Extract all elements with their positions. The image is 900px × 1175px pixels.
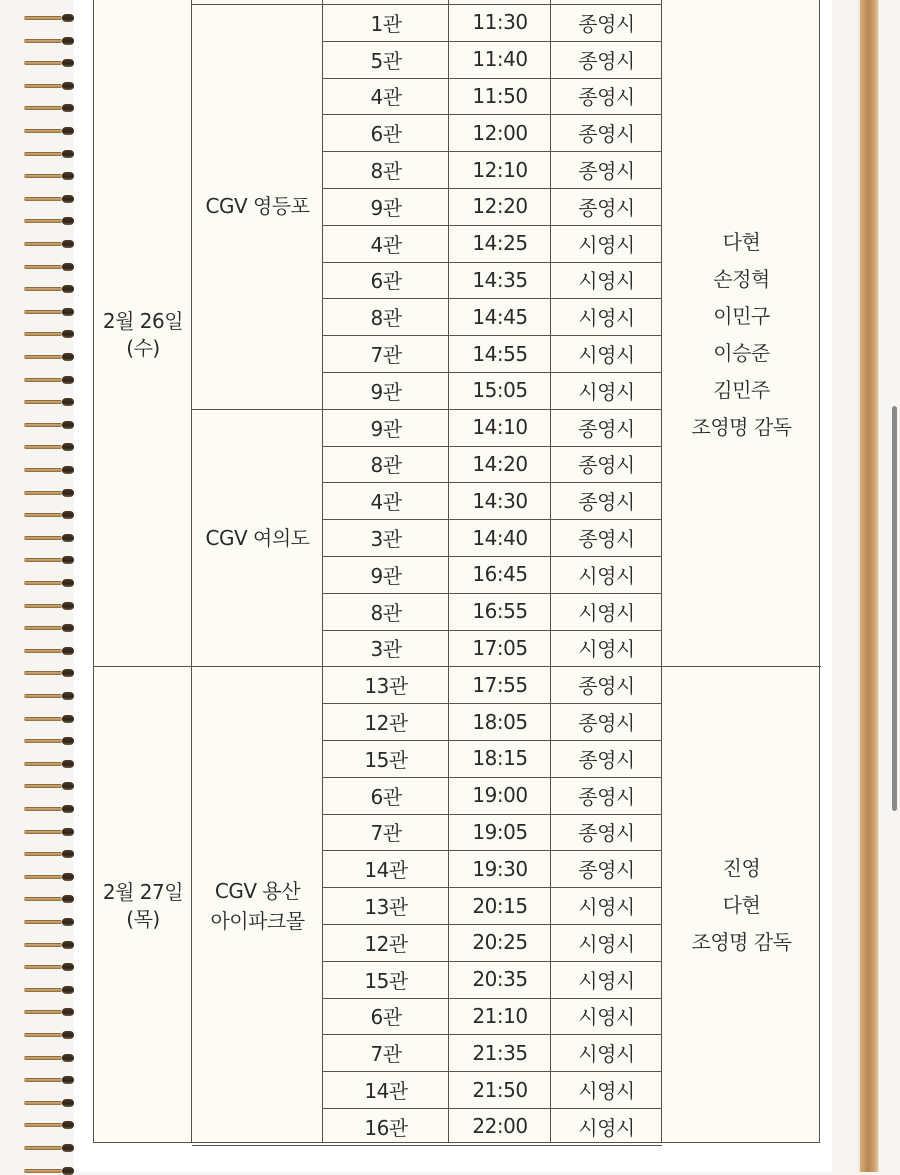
hall-cell: 7관 bbox=[370, 1042, 402, 1067]
hall-cell: 13관 bbox=[364, 674, 408, 699]
spiral-coil bbox=[24, 59, 74, 67]
spiral-coil bbox=[24, 217, 74, 225]
spiral-coil bbox=[24, 1144, 74, 1152]
spiral-coil bbox=[24, 376, 74, 384]
time-cell: 14:10 bbox=[472, 415, 528, 440]
time-cell: 19:30 bbox=[472, 856, 528, 881]
hall-cell: 14관 bbox=[364, 858, 408, 883]
screening-type-cell: 시영시 bbox=[578, 232, 635, 257]
screening-type-cell: 시영시 bbox=[578, 1079, 635, 1104]
screening-type-cell: 시영시 bbox=[578, 343, 635, 368]
spiral-coil bbox=[24, 602, 74, 610]
hall-cell: 8관 bbox=[370, 306, 402, 331]
spiral-coil bbox=[24, 963, 74, 971]
date-label: 2월 27일 bbox=[102, 879, 184, 904]
cast-member: 손정혁 bbox=[713, 267, 770, 292]
time-cell: 15:05 bbox=[472, 378, 528, 403]
time-cell: 20:15 bbox=[472, 893, 528, 918]
schedule-table bbox=[93, 0, 820, 1143]
spiral-coil bbox=[24, 1031, 74, 1039]
hall-cell: 15관 bbox=[364, 968, 408, 993]
spiral-coil bbox=[24, 240, 74, 248]
spiral-coil bbox=[24, 737, 74, 745]
hall-cell: 7관 bbox=[370, 343, 402, 368]
weekday-label: (목) bbox=[126, 906, 160, 931]
spiral-coil bbox=[24, 466, 74, 474]
date-cell bbox=[94, 666, 192, 1144]
screening-type-cell: 종영시 bbox=[578, 453, 635, 478]
hall-cell: 14관 bbox=[364, 1079, 408, 1104]
hall-cell: 8관 bbox=[370, 159, 402, 184]
weekday-label: (수) bbox=[126, 336, 160, 361]
cast-member: 김민주 bbox=[713, 378, 770, 403]
spiral-coil bbox=[24, 443, 74, 451]
hall-cell: 13관 bbox=[364, 895, 408, 920]
time-cell: 11:40 bbox=[472, 47, 528, 72]
cast-cell bbox=[662, 4, 821, 666]
time-cell: 20:25 bbox=[472, 930, 528, 955]
spiral-coil bbox=[24, 782, 74, 790]
time-cell: 14:45 bbox=[472, 304, 528, 329]
row-divider bbox=[323, 1145, 662, 1146]
spiral-coil bbox=[24, 1099, 74, 1107]
spiral-coil bbox=[24, 895, 74, 903]
time-cell: 21:50 bbox=[472, 1077, 528, 1102]
screening-type-cell: 종영시 bbox=[578, 122, 635, 147]
spiral-coil bbox=[24, 805, 74, 813]
time-cell: 11:30 bbox=[472, 10, 528, 35]
spiral-coil bbox=[24, 715, 74, 723]
screening-type-cell: 종영시 bbox=[578, 416, 635, 441]
spiral-coil bbox=[24, 941, 74, 949]
spiral-coil bbox=[24, 1054, 74, 1062]
hall-cell: 6관 bbox=[370, 784, 402, 809]
time-cell: 14:35 bbox=[472, 267, 528, 292]
hall-cell: 9관 bbox=[370, 416, 402, 441]
hall-cell: 8관 bbox=[370, 453, 402, 478]
time-cell: 12:10 bbox=[472, 157, 528, 182]
time-cell: 14:20 bbox=[472, 451, 528, 476]
hall-cell: 6관 bbox=[370, 122, 402, 147]
time-cell: 11:50 bbox=[472, 83, 528, 108]
spiral-coil bbox=[24, 150, 74, 158]
screening-type-cell: 시영시 bbox=[578, 600, 635, 625]
spiral-coil bbox=[24, 104, 74, 112]
screening-type-cell: 종영시 bbox=[578, 85, 635, 110]
screening-type-cell: 시영시 bbox=[578, 306, 635, 331]
hall-cell: 3관 bbox=[370, 637, 402, 662]
time-cell: 21:10 bbox=[472, 1003, 528, 1028]
spiral-coil bbox=[24, 534, 74, 542]
screening-type-cell: 종영시 bbox=[578, 747, 635, 772]
date-cell bbox=[94, 4, 192, 666]
time-cell: 18:15 bbox=[472, 746, 528, 771]
screening-type-cell: 시영시 bbox=[578, 1005, 635, 1030]
spiral-coil bbox=[24, 873, 74, 881]
hall-cell: 6관 bbox=[370, 269, 402, 294]
time-cell: 12:20 bbox=[472, 194, 528, 219]
time-cell: 14:40 bbox=[472, 525, 528, 550]
time-cell: 19:05 bbox=[472, 819, 528, 844]
spiral-coil bbox=[24, 556, 74, 564]
spiral-coil bbox=[24, 986, 74, 994]
spiral-coil bbox=[24, 14, 74, 22]
spiral-coil bbox=[24, 669, 74, 677]
time-cell: 12:00 bbox=[472, 120, 528, 145]
hall-cell: 16관 bbox=[364, 1115, 408, 1140]
hall-cell: 4관 bbox=[370, 85, 402, 110]
screening-type-cell: 종영시 bbox=[578, 821, 635, 846]
time-cell: 20:35 bbox=[472, 967, 528, 992]
cast-member: 이민구 bbox=[713, 304, 770, 329]
spiral-coil bbox=[24, 353, 74, 361]
screening-type-cell: 종영시 bbox=[578, 527, 635, 552]
time-cell: 17:05 bbox=[472, 635, 528, 660]
screening-type-cell: 시영시 bbox=[578, 1115, 635, 1140]
time-cell: 14:25 bbox=[472, 231, 528, 256]
time-cell: 22:00 bbox=[472, 1114, 528, 1139]
spiral-coil bbox=[24, 489, 74, 497]
screening-type-cell: 종영시 bbox=[578, 195, 635, 220]
spiral-coil bbox=[24, 172, 74, 180]
spiral-coil bbox=[24, 918, 74, 926]
theater-name-line: CGV 여의도 bbox=[205, 525, 310, 550]
spiral-coil bbox=[24, 308, 74, 316]
spiral-coil bbox=[24, 1076, 74, 1084]
spiral-coil bbox=[24, 195, 74, 203]
spiral-coil bbox=[24, 760, 74, 768]
spiral-coil bbox=[24, 127, 74, 135]
hall-cell: 4관 bbox=[370, 232, 402, 257]
spiral-coil bbox=[24, 285, 74, 293]
cast-cell bbox=[662, 666, 821, 1144]
cast-member: 이승준 bbox=[713, 341, 770, 366]
theater-name-line: CGV 영등포 bbox=[205, 194, 310, 219]
hall-cell: 3관 bbox=[370, 527, 402, 552]
spiral-coil bbox=[24, 421, 74, 429]
time-cell: 16:45 bbox=[472, 562, 528, 587]
screening-type-cell: 시영시 bbox=[578, 379, 635, 404]
spiral-coil bbox=[24, 1008, 74, 1016]
date-label: 2월 26일 bbox=[102, 309, 184, 334]
hall-cell: 4관 bbox=[370, 490, 402, 515]
spiral-binding bbox=[0, 0, 80, 1172]
theater-name-line: CGV 용산 bbox=[214, 878, 301, 903]
screening-type-cell: 시영시 bbox=[578, 269, 635, 294]
hall-cell: 6관 bbox=[370, 1005, 402, 1030]
hall-cell: 5관 bbox=[370, 48, 402, 73]
hall-cell: 9관 bbox=[370, 195, 402, 220]
spiral-coil bbox=[24, 37, 74, 45]
theater-name bbox=[192, 409, 323, 667]
time-cell: 14:30 bbox=[472, 488, 528, 513]
screening-type-cell: 시영시 bbox=[578, 968, 635, 993]
hall-cell: 1관 bbox=[370, 11, 402, 36]
spiral-coil bbox=[24, 511, 74, 519]
cast-member: 진영 bbox=[722, 856, 761, 881]
time-cell: 21:35 bbox=[472, 1040, 528, 1065]
hall-cell: 12관 bbox=[364, 711, 408, 736]
spiral-coil bbox=[24, 330, 74, 338]
spiral-coil bbox=[24, 82, 74, 90]
time-cell: 17:55 bbox=[472, 672, 528, 697]
screening-type-cell: 종영시 bbox=[578, 48, 635, 73]
screening-type-cell: 종영시 bbox=[578, 11, 635, 36]
screening-type-cell: 종영시 bbox=[578, 784, 635, 809]
screening-type-cell: 종영시 bbox=[578, 858, 635, 883]
time-cell: 19:00 bbox=[472, 783, 528, 808]
spiral-coil bbox=[24, 647, 74, 655]
theater-name-line: 아이파크몰 bbox=[210, 908, 305, 933]
spiral-coil bbox=[24, 398, 74, 406]
scrollbar[interactable] bbox=[892, 406, 897, 811]
screening-type-cell: 종영시 bbox=[578, 490, 635, 515]
spiral-coil bbox=[24, 1121, 74, 1129]
screening-type-cell: 시영시 bbox=[578, 931, 635, 956]
time-cell: 14:55 bbox=[472, 341, 528, 366]
hall-cell: 9관 bbox=[370, 563, 402, 588]
spiral-coil bbox=[24, 579, 74, 587]
hall-cell: 7관 bbox=[370, 821, 402, 846]
hall-cell: 9관 bbox=[370, 379, 402, 404]
hall-cell: 8관 bbox=[370, 600, 402, 625]
spiral-coil bbox=[24, 263, 74, 271]
screening-type-cell: 종영시 bbox=[578, 711, 635, 736]
hall-cell: 15관 bbox=[364, 747, 408, 772]
screening-type-cell: 종영시 bbox=[578, 674, 635, 699]
hall-cell: 12관 bbox=[364, 931, 408, 956]
screening-type-cell: 시영시 bbox=[578, 637, 635, 662]
spiral-coil bbox=[24, 1167, 74, 1175]
spiral-coil bbox=[24, 692, 74, 700]
row-divider bbox=[192, 1145, 323, 1146]
screening-type-cell: 종영시 bbox=[578, 159, 635, 184]
spiral-coil bbox=[24, 850, 74, 858]
screening-type-cell: 시영시 bbox=[578, 895, 635, 920]
theater-name bbox=[192, 4, 323, 409]
cast-member: 조영명 감독 bbox=[691, 415, 792, 440]
theater-name bbox=[192, 666, 323, 1144]
time-cell: 16:55 bbox=[472, 599, 528, 624]
spiral-coil bbox=[24, 624, 74, 632]
time-cell: 18:05 bbox=[472, 709, 528, 734]
screening-type-cell: 시영시 bbox=[578, 1042, 635, 1067]
cast-member: 다현 bbox=[722, 230, 761, 255]
screening-type-cell: 시영시 bbox=[578, 563, 635, 588]
spiral-coil bbox=[24, 828, 74, 836]
cast-member: 다현 bbox=[722, 893, 761, 918]
cast-member: 조영명 감독 bbox=[691, 930, 792, 955]
